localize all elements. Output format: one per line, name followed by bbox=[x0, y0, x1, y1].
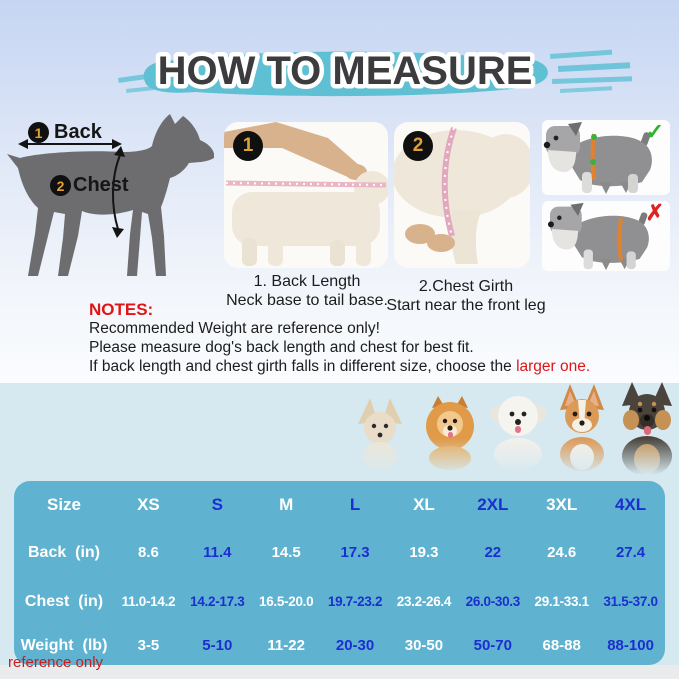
notes-line-1: Recommended Weight are reference only! bbox=[89, 320, 380, 337]
correct-placement-photo bbox=[542, 120, 670, 195]
notes-heading: NOTES: bbox=[89, 300, 154, 319]
table-cell: 88-100 bbox=[607, 637, 654, 654]
column-header: 3XL bbox=[546, 494, 578, 514]
step1-caption-title: 1. Back Length bbox=[253, 273, 361, 290]
table-cell: 31.5-37.0 bbox=[603, 594, 658, 609]
step1-caption bbox=[212, 272, 402, 310]
step1-badge: 1 bbox=[233, 131, 263, 161]
column-header: S bbox=[211, 494, 223, 514]
table-cell: 20-30 bbox=[335, 637, 375, 654]
table-cell: 14.5 bbox=[271, 544, 301, 561]
check-icon: ✓ bbox=[645, 120, 664, 144]
size-chart-table bbox=[14, 481, 665, 665]
column-header: XS bbox=[137, 494, 160, 514]
table-cell: 50-70 bbox=[473, 637, 512, 654]
reference-only-footnote: reference only bbox=[8, 654, 104, 671]
row-label-back: Back (in) bbox=[27, 543, 100, 561]
table-cell: 16.5-20.0 bbox=[259, 594, 314, 609]
notes-line-3-highlight: larger one. bbox=[516, 358, 591, 375]
column-header: Size bbox=[46, 494, 82, 514]
table-cell: 23.2-26.4 bbox=[396, 594, 452, 609]
step2-badge: 2 bbox=[403, 131, 433, 161]
table-cell: 14.2-17.3 bbox=[190, 594, 245, 609]
dogs-row-fade bbox=[340, 438, 679, 482]
step1-caption-subtitle: Neck base to tail base. bbox=[226, 292, 388, 309]
table-cell: 5-10 bbox=[202, 637, 233, 654]
table-cell: 11.4 bbox=[203, 544, 232, 561]
table-cell: 19.3 bbox=[409, 544, 439, 561]
table-cell: 11-22 bbox=[267, 637, 305, 654]
table-cell: 19.7-23.2 bbox=[327, 594, 383, 609]
table-cell: 24.6 bbox=[547, 544, 577, 561]
column-header: XL bbox=[413, 494, 435, 514]
column-header: L bbox=[349, 494, 361, 514]
title-banner bbox=[100, 18, 660, 108]
column-header: 4XL bbox=[614, 494, 647, 514]
table-cell: 3-5 bbox=[137, 637, 160, 654]
column-header: M bbox=[279, 494, 294, 514]
notes-line-3 bbox=[89, 358, 590, 376]
cross-icon: ✗ bbox=[645, 201, 664, 225]
table-cell: 68-88 bbox=[542, 637, 581, 654]
chest-label-text: Chest bbox=[73, 174, 129, 196]
table-cell: 30-50 bbox=[404, 637, 444, 654]
notes-line-3-text: If back length and chest girth falls in different size, choose the bbox=[89, 358, 517, 375]
back-label-text: Back bbox=[54, 121, 102, 143]
table-cell: 8.6 bbox=[138, 544, 159, 561]
step2-photo-card bbox=[394, 122, 530, 268]
row-label-weight: Weight (lb) bbox=[20, 636, 108, 654]
step2-caption-subtitle: Start near the front leg bbox=[386, 297, 546, 314]
table-cell: 22 bbox=[484, 544, 502, 561]
table-cell: 26.0-30.3 bbox=[465, 594, 520, 609]
wrong-placement-photo bbox=[542, 201, 670, 271]
notes-line-2: Please measure dog's back length and chest for best fit. bbox=[89, 339, 474, 356]
table-cell: 11.0-14.2 bbox=[121, 594, 176, 609]
table-cell: 27.4 bbox=[615, 544, 646, 561]
step2-caption bbox=[376, 277, 556, 315]
step1-photo-card bbox=[224, 122, 388, 268]
table-cell: 17.3 bbox=[340, 544, 370, 561]
page-title: HOW TO MEASURE bbox=[157, 49, 533, 93]
table-cell: 29.1-33.1 bbox=[534, 594, 589, 609]
column-header: 2XL bbox=[477, 494, 509, 514]
row-label-chest: Chest (in) bbox=[24, 592, 104, 610]
step2-caption-title: 2.Chest Girth bbox=[418, 278, 514, 295]
badge-2-icon: 2 bbox=[50, 175, 71, 196]
chest-girth-arrow-icon bbox=[104, 146, 126, 238]
badge-1-icon: 1 bbox=[28, 122, 49, 143]
